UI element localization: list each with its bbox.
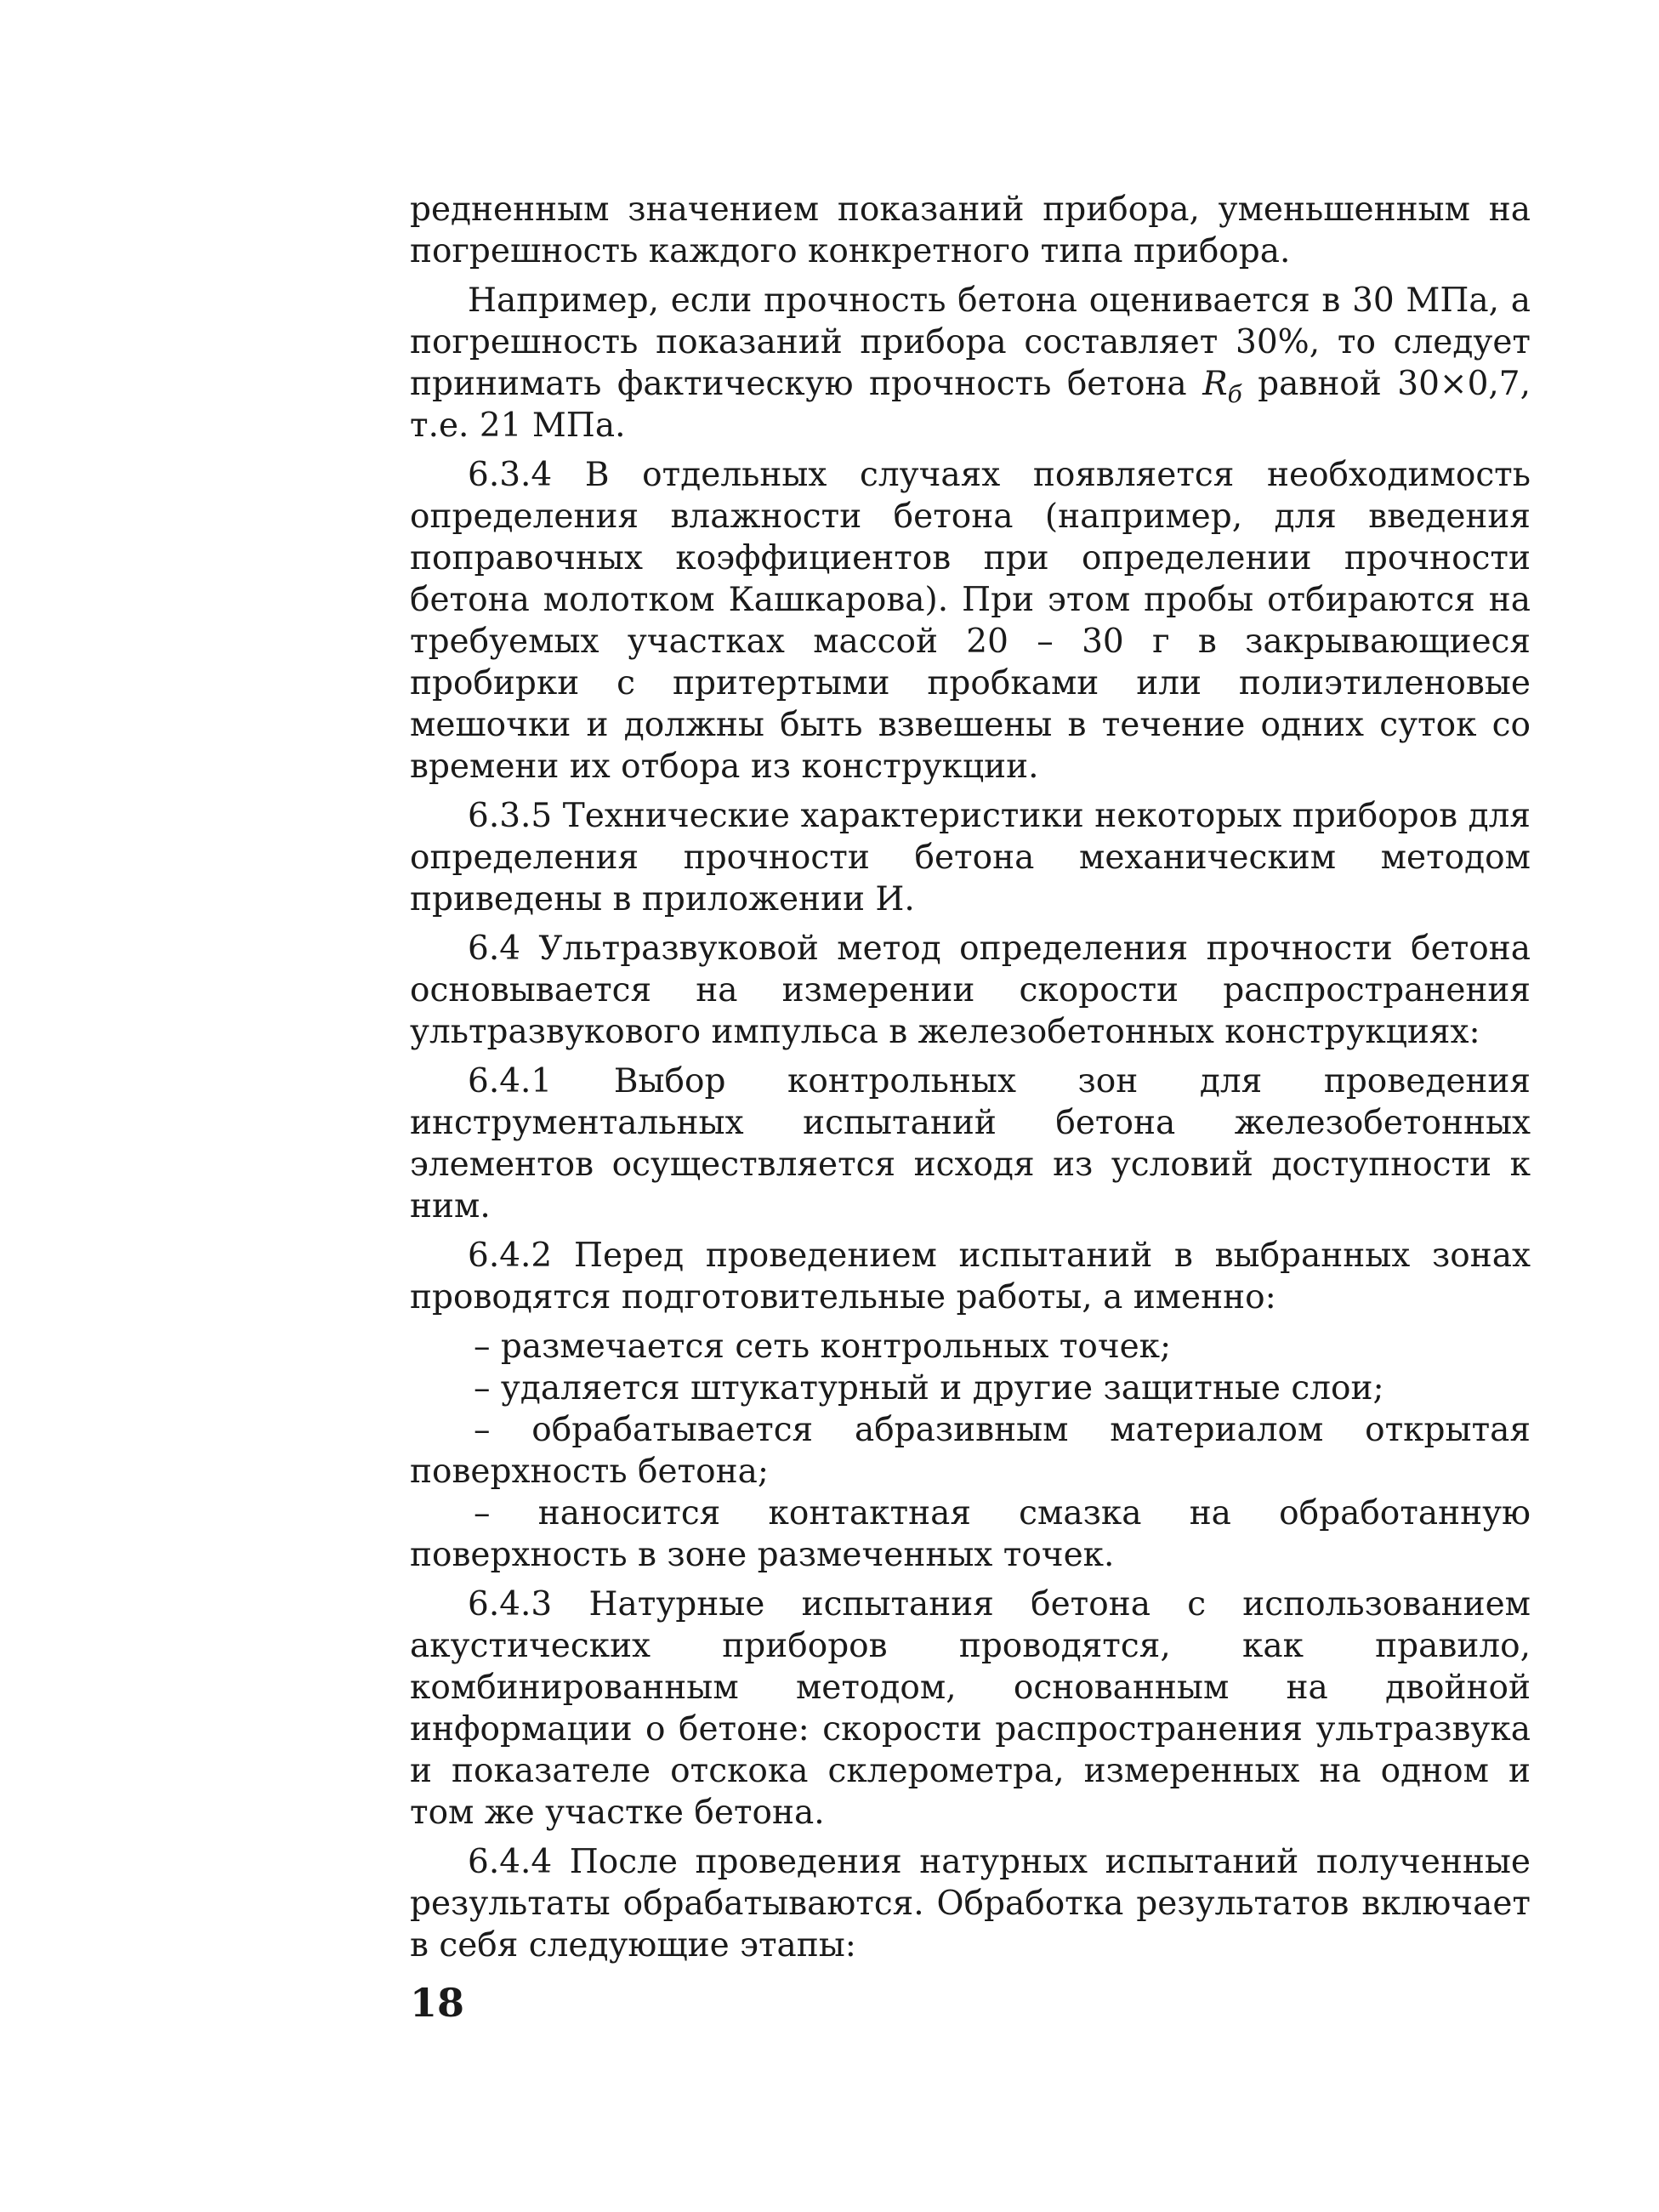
paragraph-6-4-4: 6.4.4 После проведения натурных испытаний полученные результаты обрабатываются. Обработка результатов включает в себя следующие этапы: — [410, 1843, 1531, 1965]
example-text: Например, если прочность бетона оценивается в 30 МПа, а погрешность показаний прибора составляет 30%, то следует принимать фактическую прочность бетона — [410, 281, 1531, 403]
body-text — [410, 189, 1531, 1974]
paragraph-6-4-3: 6.4.3 Натурные испытания бетона с использованием акустических приборов проводятся, как правило, комбинированным методом, основанным на двойной информации о бетоне: скорости распространения ультразвука и показателе отскока склерометра, измеренных на одном и том же участке бетона. — [410, 1585, 1531, 1832]
paragraph-6-4: 6.4 Ультразвуковой метод определения прочности бетона основывается на измерении скорости распространения ультразвукового импульса в железобетонных конструкциях: — [410, 930, 1531, 1051]
list-item-removal: – удаляется штукатурный и другие защитные слои; — [474, 1369, 1384, 1407]
paragraph-6-3-4: 6.3.4 В отдельных случаях появляется необходимость определения влажности бетона (например, для введения поправочных коэффициентов при определении прочности бетона молотком Кашкарова). При этом пробы отбираются на требуемых участках массой 20 – 30 г в закрывающиеся пробирки с притертыми пробками или полиэтиленовые мешочки и должны быть взвешены в течение одних суток со времени их отбора из конструкции. — [410, 456, 1531, 786]
strength-subscript: б — [1227, 380, 1242, 408]
strength-symbol: R — [1202, 365, 1228, 403]
list-item-marking: – размечается сеть контрольных точек; — [474, 1328, 1172, 1366]
list-item-lubricant: – наносится контактная смазка на обработанную поверхность в зоне размеченных точек. — [410, 1494, 1531, 1574]
paragraph-example — [410, 280, 1531, 446]
paragraph-6-3-5: 6.3.5 Технические характеристики некоторых приборов для определения прочности бетона механическим методом приведены в приложении И. — [410, 797, 1531, 918]
example-tail: равной 30×0,7, т.е. 21 МПа. — [410, 365, 1531, 445]
page-number: 18 — [410, 1980, 465, 2026]
paragraph-continuation: редненным значением показаний прибора, уменьшенным на погрешность каждого конкретного типа прибора. — [410, 190, 1531, 270]
paragraph-6-4-1: 6.4.1 Выбор контрольных зон для проведения инструментальных испытаний бетона железобетонных элементов осуществляется исходя из условий доступности к ним. — [410, 1062, 1531, 1225]
list-item-abrasive: – обрабатывается абразивным материалом открытая поверхность бетона; — [410, 1411, 1531, 1491]
paragraph-6-4-2: 6.4.2 Перед проведением испытаний в выбранных зонах проводятся подготовительные работы, а именно: — [410, 1237, 1531, 1316]
